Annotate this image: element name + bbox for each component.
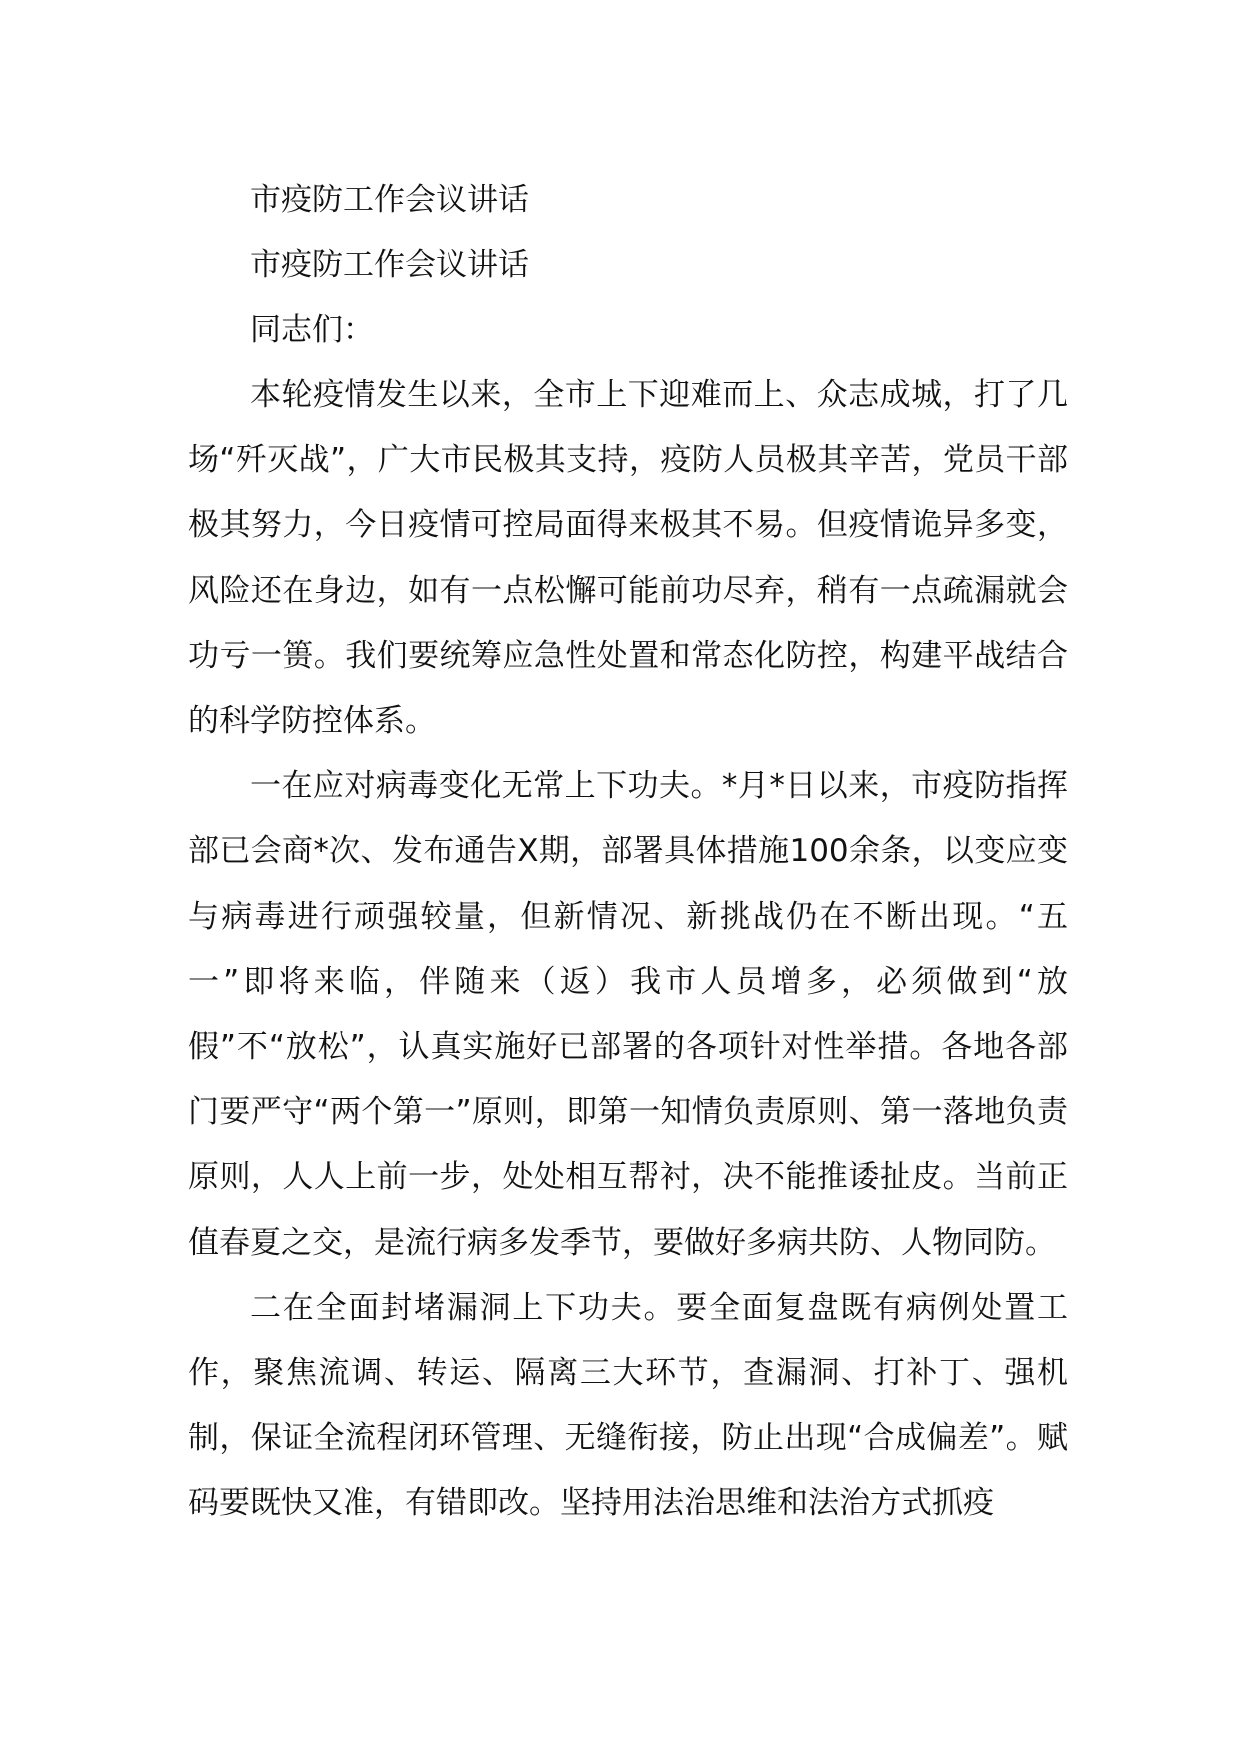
document-title: 市疫防工作会议讲话: [250, 182, 529, 218]
salutation: 同志们：: [250, 312, 374, 348]
paragraph-point-two: 二在全面封堵漏洞上下功夫。要全面复盘既有病例处置工作，聚焦流调、转运、隔离三大环节，查漏洞、打补丁、强机制，保证全流程闭环管理、无缝衔接，防止出现“合成偏差”。赋码要既快又准，有错即改。坚持用法治思维和法治方式抓疫: [188, 1289, 1068, 1522]
paragraph-intro: 本轮疫情发生以来，全市上下迎难而上、众志成城，打了几场“歼灭战”，广大市民极其支持，疫防人员极其辛苦，党员干部极其努力，今日疫情可控局面得来极其不易。但疫情诡异多变，风险还在身边，如有一点松懈可能前功尽弃，稍有一点疏漏就会功亏一篑。我们要统筹应急性处置和常态化防控，构建平战结合的科学防控体系。: [188, 377, 1068, 740]
document-subtitle: 市疫防工作会议讲话: [250, 247, 529, 283]
document-body: [188, 168, 1068, 1537]
paragraph-point-one: 一在应对病毒变化无常上下功夫。*月*日以来，市疫防指挥部已会商*次、发布通告X期，部署具体措施100余条，以变应变与病毒进行顽强较量，但新情况、新挑战仍在不断出现。“五一”即将来临，伴随来（返）我市人员增多，必须做到“放假”不“放松”，认真实施好已部署的各项针对性举措。各地各部门要严守“两个第一”原则，即第一知情负责原则、第一落地负责原则，人人上前一步，处处相互帮衬，决不能推诿扯皮。当前正值春夏之交，是流行病多发季节，要做好多病共防、人物同防。: [188, 768, 1068, 1261]
